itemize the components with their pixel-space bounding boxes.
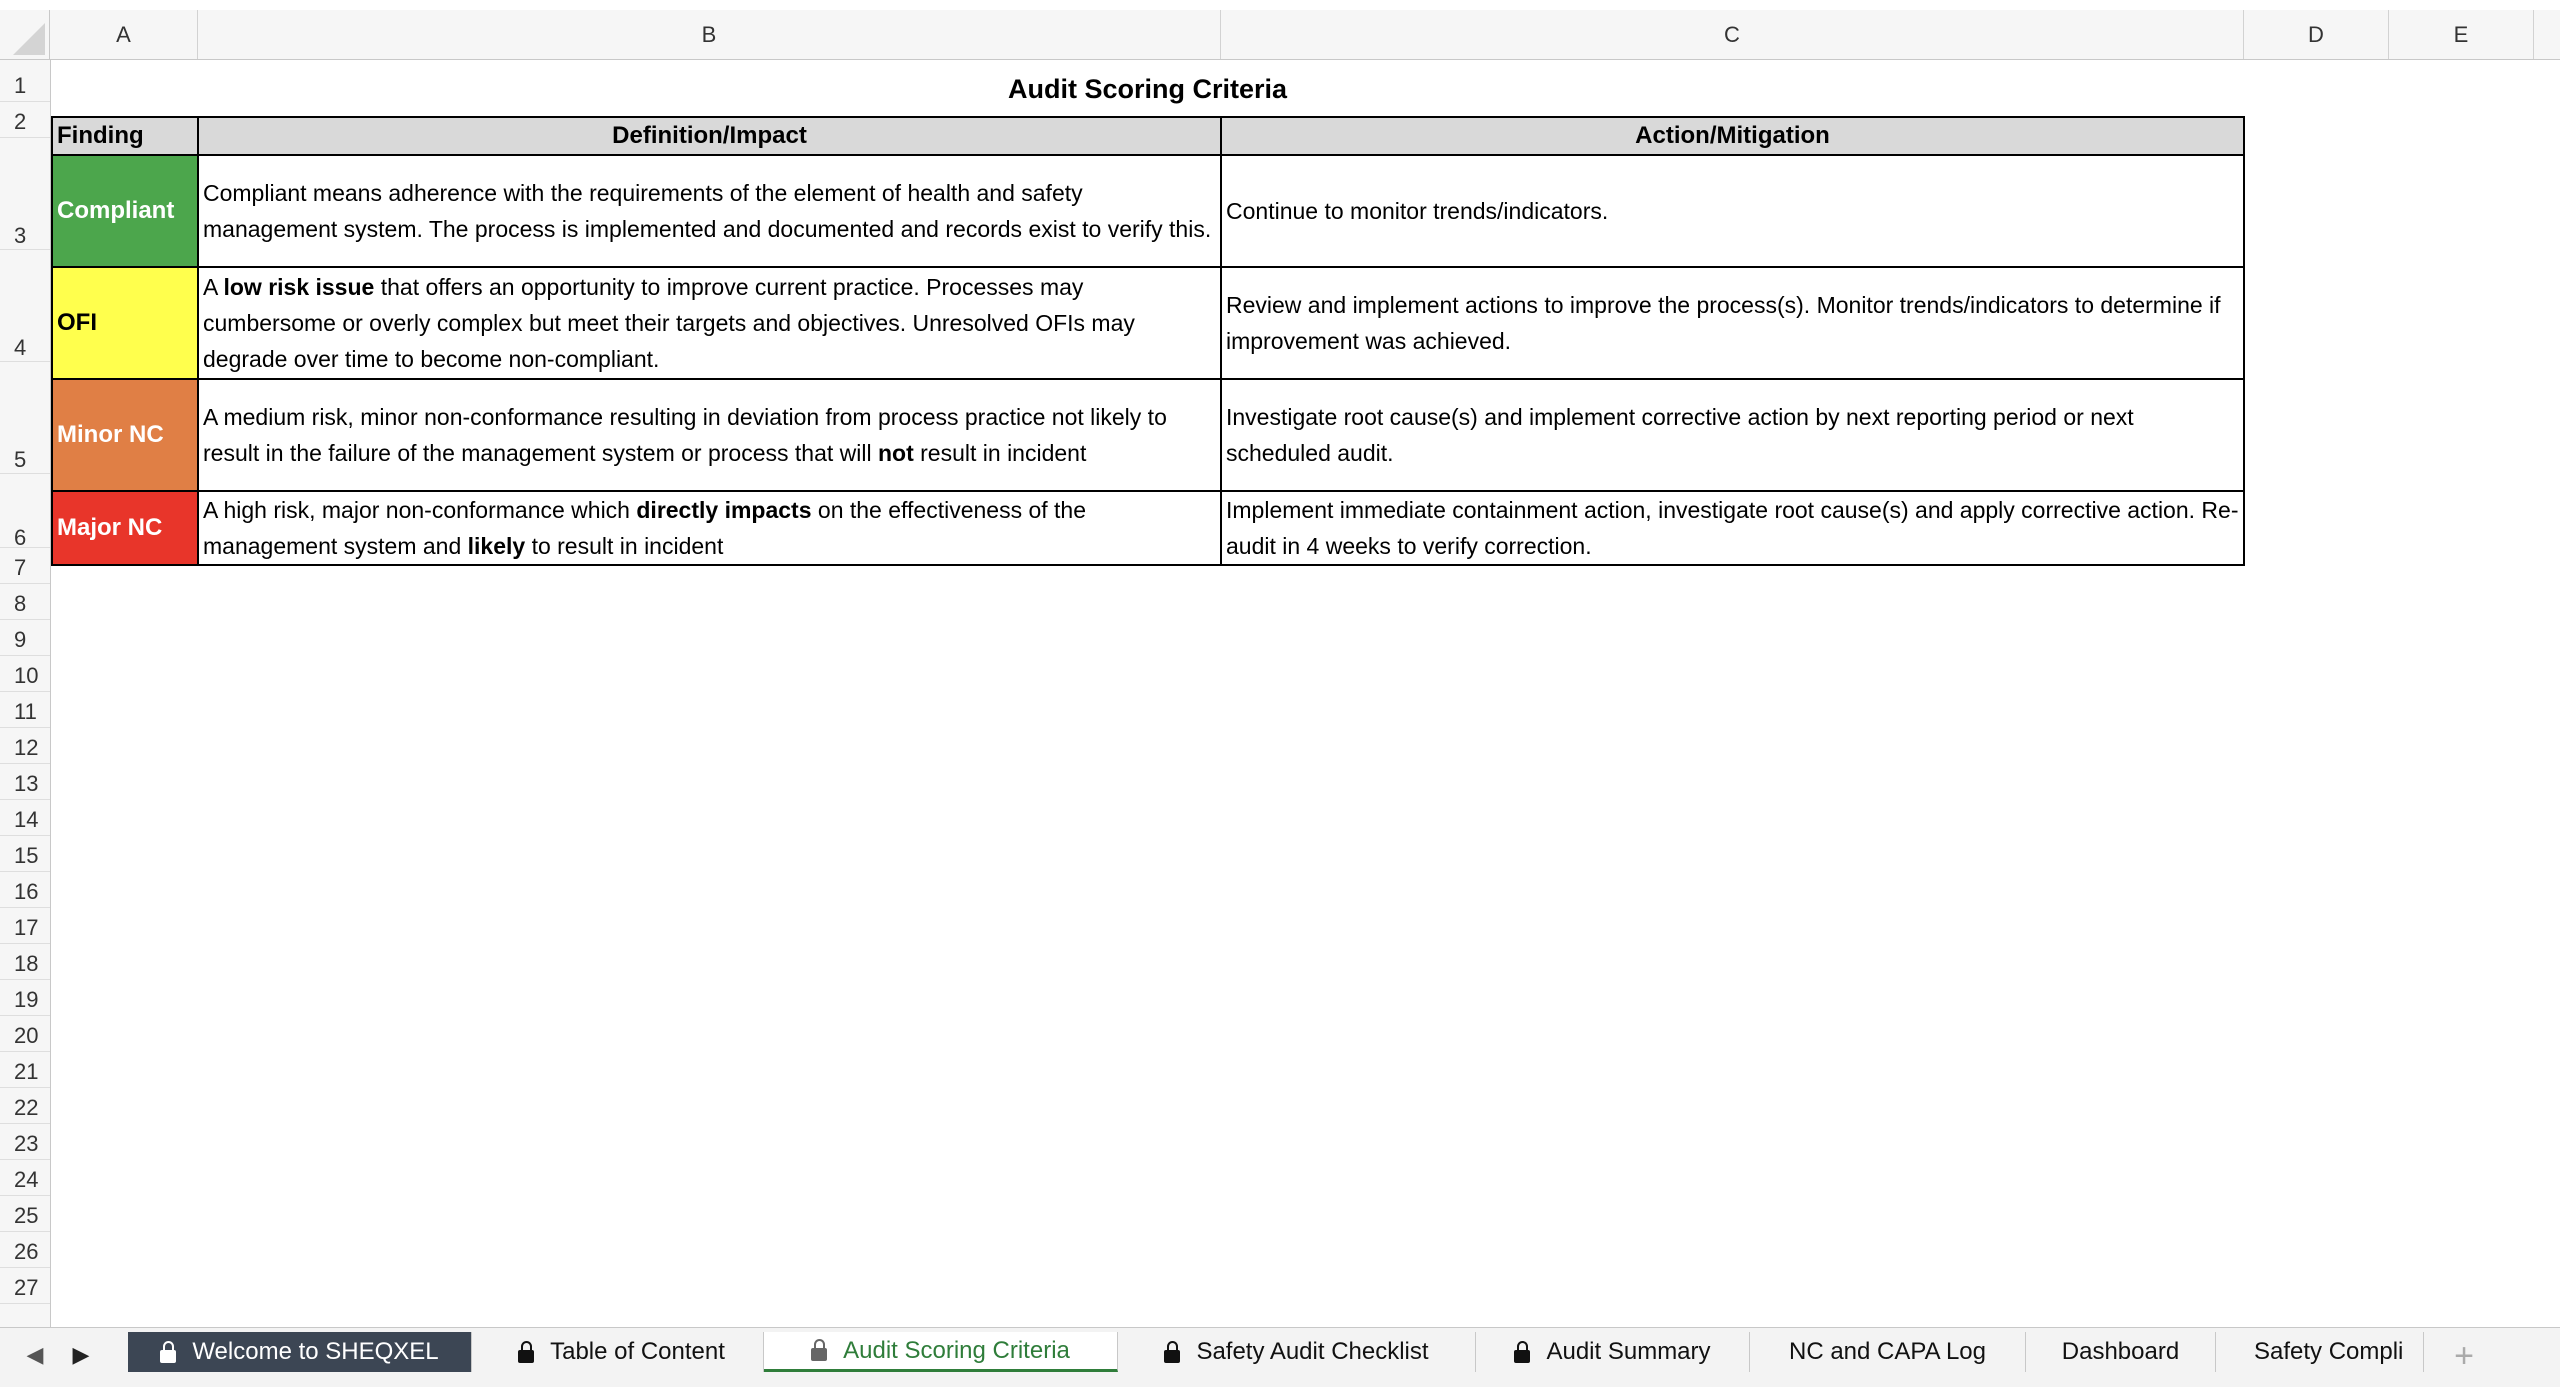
text-run: on the effectiveness of the management system and (203, 497, 1086, 559)
row-header[interactable]: 16 (0, 872, 50, 908)
row-header[interactable]: 10 (0, 656, 50, 692)
lock-icon (160, 1350, 176, 1363)
header-action[interactable]: Action/Mitigation (1220, 116, 2245, 156)
scroll-tabs-right-icon[interactable]: ▶ (72, 1342, 90, 1367)
row-header[interactable]: 3 (0, 138, 50, 250)
tab-audit-summary[interactable] (1476, 1332, 1750, 1372)
action-text: Review and implement actions to improve the process(s). Monitor trends/indicators to determine if improvement was achieved. (1226, 292, 2221, 354)
text-run: A (203, 274, 224, 300)
row-header[interactable]: 4 (0, 250, 50, 362)
row-header[interactable]: 27 (0, 1268, 50, 1304)
row-header[interactable]: 12 (0, 728, 50, 764)
lock-icon (811, 1348, 827, 1361)
definition-major-nc[interactable] (197, 490, 1222, 566)
sheet-grid[interactable] (51, 60, 2560, 1327)
lock-icon (1164, 1350, 1180, 1363)
definition-ofi[interactable] (197, 266, 1222, 380)
row-header[interactable]: 14 (0, 800, 50, 836)
tab-table-of-content[interactable] (480, 1332, 764, 1372)
row-header[interactable]: 9 (0, 620, 50, 656)
column-header-c[interactable]: C (1221, 10, 2244, 59)
row-header[interactable]: 22 (0, 1088, 50, 1124)
header-finding[interactable]: Finding (51, 116, 199, 156)
definition-compliant[interactable] (197, 154, 1222, 268)
tab-label: Dashboard (2061, 1338, 2180, 1365)
definition-minor-nc[interactable] (197, 378, 1222, 492)
tab-label: NC and CAPA Log (1788, 1338, 1986, 1365)
row-header[interactable]: 11 (0, 692, 50, 728)
action-major-nc[interactable] (1220, 490, 2245, 566)
select-all-corner[interactable] (0, 10, 50, 59)
text-run: result in incident (913, 440, 1087, 466)
text-run: A high risk, major non-conformance which (203, 497, 637, 523)
tab-label: Audit Summary (1546, 1338, 1711, 1365)
action-ofi[interactable] (1220, 266, 2245, 380)
bold-text-run: low risk issue (223, 274, 375, 300)
header-definition[interactable]: Definition/Impact (197, 116, 1222, 156)
column-header-bar (0, 10, 2560, 60)
tab-safety-compliance[interactable] (2216, 1332, 2424, 1372)
definition-text (203, 492, 1216, 564)
add-sheet-button[interactable]: + (2454, 1336, 2474, 1375)
tab-safety-audit-checklist[interactable] (1118, 1332, 1476, 1372)
finding-ofi[interactable]: OFI (51, 266, 199, 380)
finding-compliant[interactable]: Compliant (51, 154, 199, 268)
bold-text-run: likely (467, 533, 526, 559)
action-text: Continue to monitor trends/indicators. (1226, 198, 1609, 224)
action-minor-nc[interactable] (1220, 378, 2245, 492)
row-header[interactable]: 8 (0, 584, 50, 620)
sheet-title: Audit Scoring Criteria (1007, 74, 1288, 104)
column-header-e[interactable]: E (2389, 10, 2534, 59)
row-header[interactable]: 19 (0, 980, 50, 1016)
action-compliant[interactable] (1220, 154, 2245, 268)
lock-icon (518, 1350, 534, 1363)
tab-label: Audit Scoring Criteria (843, 1336, 1070, 1364)
row-header[interactable]: 5 (0, 362, 50, 474)
finding-major-nc[interactable]: Major NC (51, 490, 199, 566)
definition-text: Compliant means adherence with the requirements of the element of health and safety management system. The process is implemented and documented and records exist to verify this. (203, 180, 1212, 242)
scroll-tabs-left-icon[interactable]: ◀ (26, 1342, 44, 1367)
tab-label: Safety Compli (2254, 1338, 2404, 1365)
row-header[interactable]: 26 (0, 1232, 50, 1268)
text-run: that offers an opportunity to improve current practice. Processes may cumbersome or overly complex but meet their targets and objectives. Unresolved OFIs may degrade over time to become non-compliant. (203, 274, 1135, 372)
bold-text-run: directly impacts (636, 497, 812, 523)
row-header[interactable]: 25 (0, 1196, 50, 1232)
definition-text (203, 269, 1216, 377)
tab-dashboard[interactable] (2026, 1332, 2216, 1372)
action-text: Implement immediate containment action, investigate root cause(s) and apply corrective action. Re-audit in 4 weeks to verify correction. (1226, 497, 2239, 559)
column-header-d[interactable]: D (2244, 10, 2389, 59)
row-header[interactable]: 23 (0, 1124, 50, 1160)
definition-text (203, 399, 1216, 471)
tab-label: Table of Content (550, 1338, 725, 1365)
sheet-tab-bar (0, 1327, 2560, 1387)
row-header-column (0, 60, 51, 1327)
row-header[interactable]: 1 (0, 60, 50, 102)
row-header[interactable]: 15 (0, 836, 50, 872)
column-header-b[interactable]: B (198, 10, 1221, 59)
tab-welcome-to-sheqxel[interactable] (128, 1332, 472, 1372)
text-run: A medium risk, minor non-conformance resulting in deviation from process practice not likely to result in the failure of the management system or process that will (203, 404, 1167, 466)
column-header-a[interactable]: A (50, 10, 198, 59)
tab-audit-scoring-criteria[interactable] (764, 1332, 1118, 1372)
finding-minor-nc[interactable]: Minor NC (51, 378, 199, 492)
bold-text-run: not (877, 440, 914, 466)
row-header[interactable]: 2 (0, 102, 50, 138)
row-header[interactable]: 21 (0, 1052, 50, 1088)
action-text: Investigate root cause(s) and implement corrective action by next reporting period or next scheduled audit. (1226, 404, 2134, 466)
row-header[interactable]: 20 (0, 1016, 50, 1052)
tab-nc-and-capa-log[interactable] (1750, 1332, 2026, 1372)
row-header[interactable]: 6 (0, 474, 50, 548)
lock-icon (1514, 1350, 1530, 1363)
row-header[interactable]: 17 (0, 908, 50, 944)
row-header[interactable]: 24 (0, 1160, 50, 1196)
row-header[interactable]: 13 (0, 764, 50, 800)
row-header[interactable]: 7 (0, 548, 50, 584)
tab-label: Safety Audit Checklist (1196, 1338, 1429, 1365)
row-header[interactable]: 18 (0, 944, 50, 980)
tab-label: Welcome to SHEQXEL (192, 1338, 439, 1365)
text-run: to result in incident (525, 533, 724, 559)
